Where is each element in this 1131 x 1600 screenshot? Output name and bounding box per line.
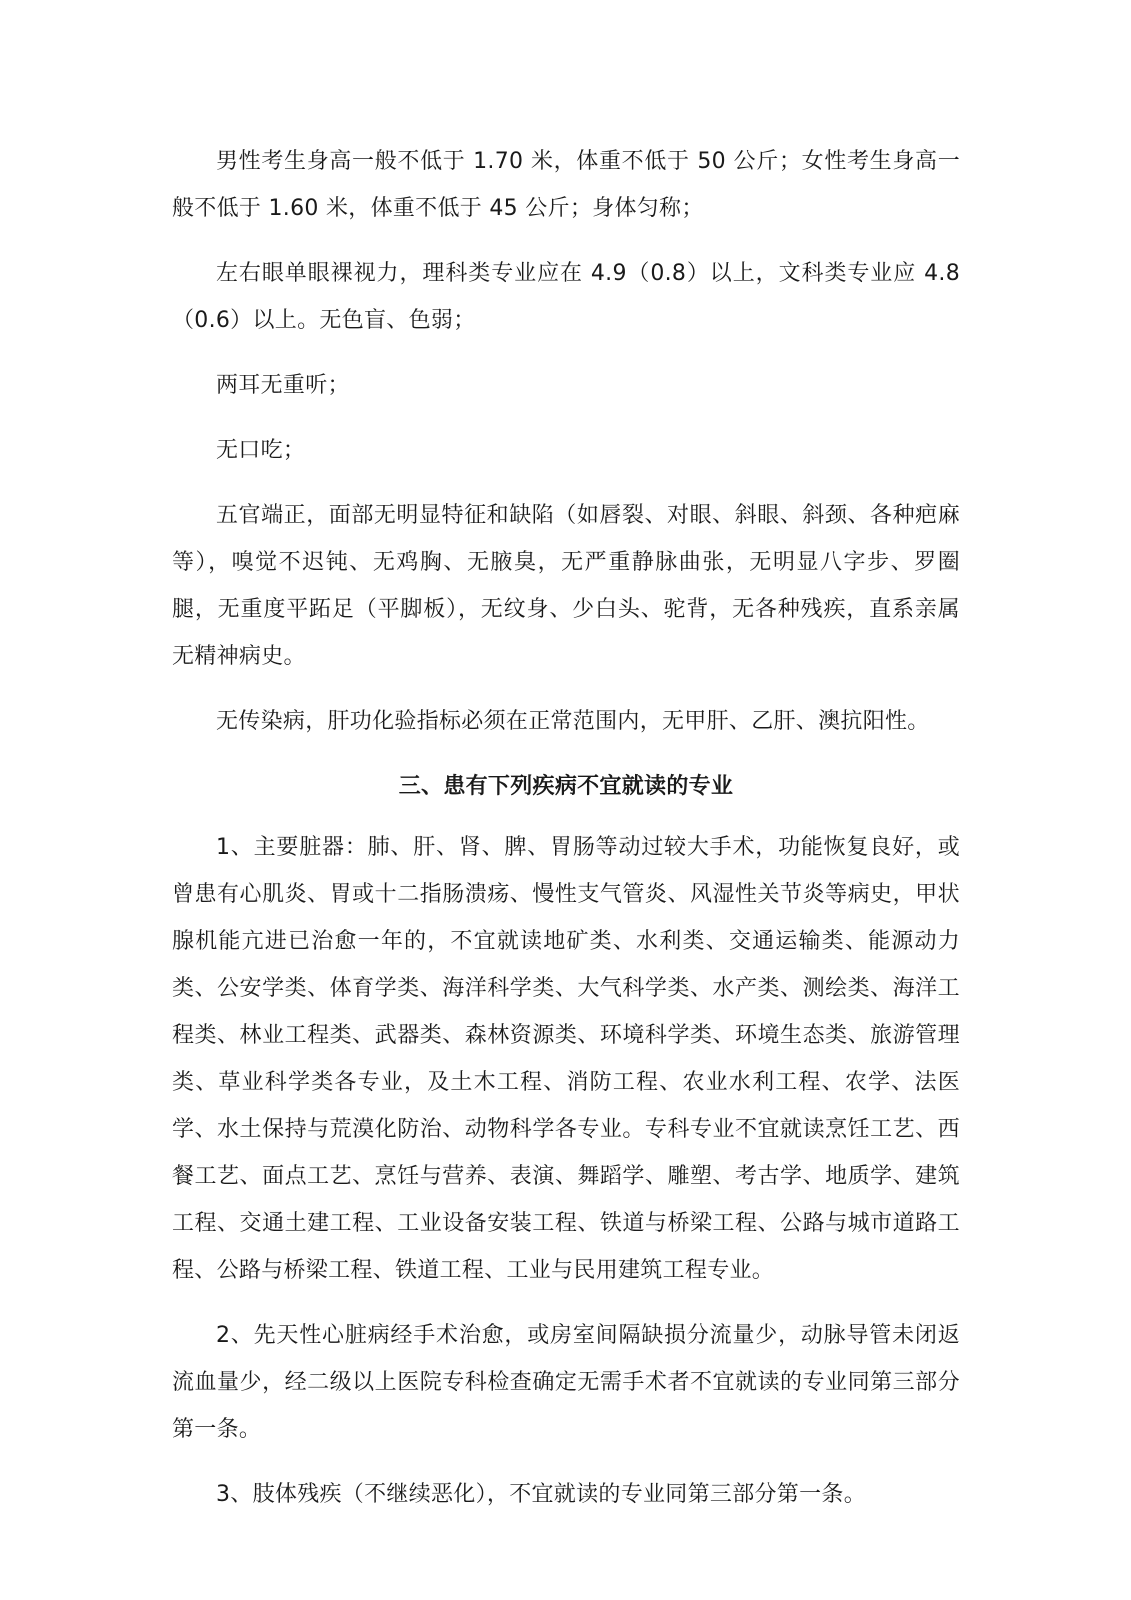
paragraph-hearing: 两耳无重听； — [216, 373, 350, 398]
paragraph-vision: 左右眼单眼裸视力，理科类专业应在 4.9（0.8）以上，文科类专业应 4.8（0.6）以上。无色盲、色弱； — [172, 261, 960, 333]
list-item-limb-disability: 3、肢体残疾（不继续恶化），不宜就读的专业同第三部分第一条。 — [216, 1482, 866, 1507]
section-heading: 三、患有下列疾病不宜就读的专业 — [398, 774, 734, 799]
document-page — [172, 138, 960, 1536]
list-item-heart-disease: 2、先天性心脏病经手术治愈，或房室间隔缺损分流量少，动脉导管未闭返流血量少，经二级以上医院专科检查确定无需手术者不宜就读的专业同第三部分第一条。 — [172, 1323, 960, 1442]
paragraph-stutter: 无口吃； — [216, 438, 306, 463]
paragraph-appearance: 五官端正，面部无明显特征和缺陷（如唇裂、对眼、斜眼、斜颈、各种疤麻等），嗅觉不迟钝、无鸡胸、无腋臭，无严重静脉曲张，无明显八字步、罗圈腿，无重度平跖足（平脚板），无纹身、少白头、驼背，无各种残疾，直系亲属无精神病史。 — [172, 503, 960, 669]
list-item-organs: 1、主要脏器：肺、肝、肾、脾、胃肠等动过较大手术，功能恢复良好，或曾患有心肌炎、胃或十二指肠溃疡、慢性支气管炎、风湿性关节炎等病史，甲状腺机能亢进已治愈一年的，不宜就读地矿类、水利类、交通运输类、能源动力类、公安学类、体育学类、海洋科学类、大气科学类、水产类、测绘类、海洋工程类、林业工程类、武器类、森林资源类、环境科学类、环境生态类、旅游管理类、草业科学类各专业，及土木工程、消防工程、农业水利工程、农学、法医学、水土保持与荒漠化防治、动物科学各专业。专科专业不宜就读烹饪工艺、西餐工艺、面点工艺、烹饪与营养、表演、舞蹈学、雕塑、考古学、地质学、建筑工程、交通土建工程、工业设备安装工程、铁道与桥梁工程、公路与城市道路工程、公路与桥梁工程、铁道工程、工业与民用建筑工程专业。 — [172, 835, 960, 1283]
paragraph-height-weight: 男性考生身高一般不低于 1.70 米，体重不低于 50 公斤；女性考生身高一般不低于 1.60 米，体重不低于 45 公斤；身体匀称； — [172, 149, 960, 221]
paragraph-infectious-disease: 无传染病，肝功化验指标必须在正常范围内，无甲肝、乙肝、澳抗阳性。 — [216, 709, 930, 734]
